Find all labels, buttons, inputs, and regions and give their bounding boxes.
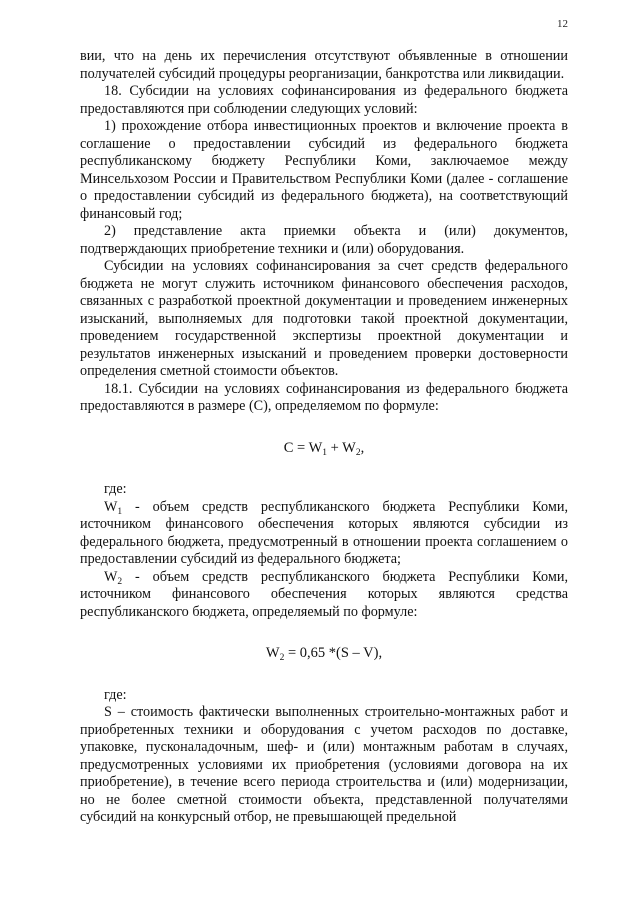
document-body — [80, 48, 568, 827]
formula-w2-right: = 0,65 *(S – V), — [284, 645, 383, 661]
where-label-1: где: — [104, 481, 127, 497]
w2-symbol-sub: 2 — [117, 576, 123, 587]
paragraph-w1-definition — [80, 499, 568, 569]
formula-c-mid: + W — [327, 439, 356, 456]
formula-c-sub2: 2 — [355, 447, 361, 458]
paragraph-condition-2: 2) представление акта приемки объекта и (или) документов, подтверждающих приобретение техники и (или) оборудования. — [80, 223, 568, 257]
w1-symbol: W — [104, 498, 118, 515]
formula-c — [80, 440, 568, 458]
page-number: 12 — [557, 18, 568, 30]
formula-w2-sub: 2 — [279, 653, 285, 663]
w1-definition-text: - объем средств республиканского бюджета Республики Коми, источником финансового обеспечения которых являются субсидии из федерального бюджета, предусмотренный в отношении проекта соглашением о предоставлении субсидий из федерального бюджета; — [80, 498, 568, 567]
paragraph-restrictions: Субсидии на условиях софинансирования за счет средств федерального бюджета не могут служить источником финансового обеспечения расходов, связанных с разработкой проектной документации и проведением инженерных изысканий, выполняемых для подготовки такой проектной документации, проведением государственной экспертизы проектной документации и результатов инженерных изысканий и проведением проверки достоверности определения сметной стоимости объектов. — [80, 258, 568, 379]
w1-symbol-sub: 1 — [117, 506, 123, 517]
paragraph-18: 18. Субсидии на условиях софинансирования из федерального бюджета предоставляются при соблюдении следующих условий: — [80, 83, 568, 117]
paragraph-18-1: 18.1. Субсидии на условиях софинансирования из федерального бюджета предоставляются в размере (С), определяемом по формуле: — [80, 380, 568, 414]
formula-c-left: C = W — [283, 439, 323, 456]
w2-definition-text: - объем средств республиканского бюджета Республики Коми, источником финансового обеспечения которых являются средства республиканского бюджета, определяемый по формуле: — [80, 568, 568, 620]
paragraph-condition-1: 1) прохождение отбора инвестиционных проектов и включение проекта в соглашение о предоставлении субсидий из федерального бюджета республиканскому бюджету Республики Коми, заключаемое между Минсельхозом России и Правительством Республики Коми (далее - соглашение о предоставлении субсидий из федерального бюджета), на соответствующий финансовый год; — [80, 118, 568, 222]
where-label-2: где: — [104, 686, 127, 703]
paragraph-w2-definition — [80, 569, 568, 622]
formula-w2-left: W — [265, 645, 280, 661]
formula-w2 — [80, 645, 568, 663]
w2-symbol: W — [104, 568, 118, 585]
paragraph-continuation: вии, что на день их перечисления отсутствуют объявленные в отношении получателей субсидий процедуры реорганизации, банкротства или ликвидации. — [80, 48, 568, 82]
formula-c-sub1: 1 — [322, 447, 328, 458]
formula-c-tail: , — [360, 439, 365, 456]
paragraph-s-definition: S – стоимость фактически выполненных строительно-монтажных работ и приобретенных техники и оборудования с учетом расходов по доставке, упаковке, пусконаладочным, шеф- и (или) монтажным работам в случаях, предусмотренных условиями их приобретения (условиями договора на их приобретение), в течение всего периода строительства и (или) модернизации, но не более сметной стоимости объекта, представленной получателями субсидий на конкурсный отбор, не превышающей предельной — [80, 704, 568, 825]
